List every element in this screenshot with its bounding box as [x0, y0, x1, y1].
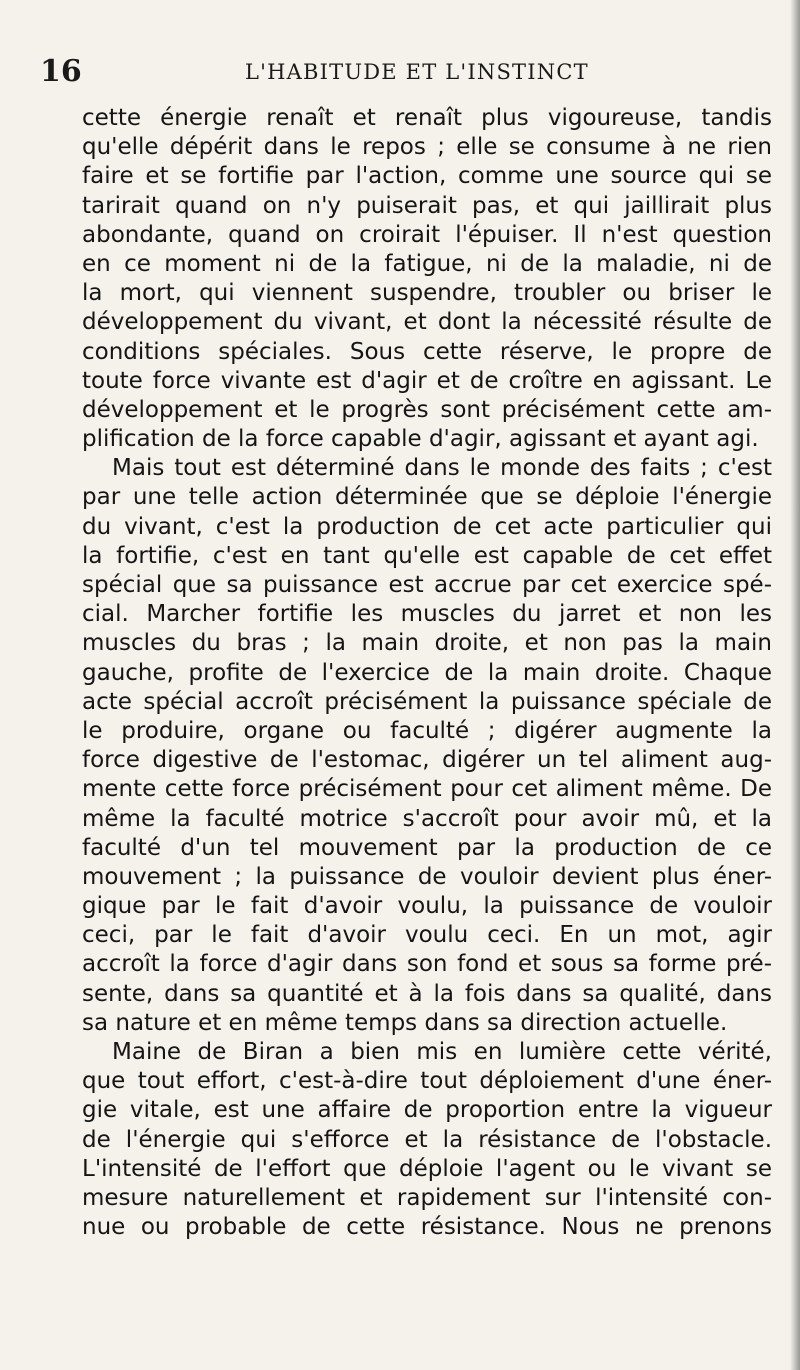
- text-line: la mort, qui viennent suspendre, troubler ou briser le: [82, 280, 772, 307]
- text-line: toute force vivante est d'agir et de croître en agissant. Le: [82, 367, 772, 394]
- text-line: la fortifie, c'est en tant qu'elle est capable de cet effet: [82, 542, 772, 569]
- text-line: par une telle action déterminée que se déploie l'énergie: [82, 484, 772, 511]
- body-text: [82, 104, 772, 1242]
- text-line: développement et le progrès sont précisément cette am-: [82, 396, 772, 423]
- text-line: acte spécial accroît précisément la puissance spéciale de: [82, 688, 772, 715]
- text-line: gauche, profite de l'exercice de la main droite. Chaque: [82, 659, 772, 686]
- text-line: accroît la force d'agir dans son fond et sous sa forme pré-: [82, 951, 772, 978]
- text-line: mente cette force précisément pour cet aliment même. De: [82, 776, 772, 803]
- text-line: de l'énergie qui s'efforce et la résistance de l'obstacle.: [82, 1126, 772, 1153]
- text-line: que tout effort, c'est-à-dire tout déploiement d'une éner-: [82, 1068, 772, 1095]
- text-line: force digestive de l'estomac, digérer un tel aliment aug-: [82, 747, 772, 774]
- text-line: en ce moment ni de la fatigue, ni de la maladie, ni de: [82, 250, 772, 277]
- text-line: tarirait quand on n'y puiserait pas, et qui jaillirait plus: [82, 192, 772, 219]
- text-line: abondante, quand on croirait l'épuiser. Il n'est question: [82, 221, 772, 248]
- text-line: nue ou probable de cette résistance. Nous ne prenons: [82, 1214, 772, 1241]
- text-line: cette énergie renaît et renaît plus vigoureuse, tandis: [82, 105, 772, 131]
- text-line: faire et se fortifie par l'action, comme une source qui se: [82, 163, 772, 190]
- text-line: le produire, organe ou faculté ; digérer augmente la: [82, 717, 772, 744]
- running-title: L'HABITUDE ET L'INSTINCT: [245, 60, 589, 84]
- text-line: même la faculté motrice s'accroît pour avoir mû, et la: [82, 805, 772, 832]
- text-line: qu'elle dépérit dans le repos ; elle se consume à ne rien: [82, 134, 772, 161]
- text-line: sente, dans sa quantité et à la fois dans sa qualité, dans: [82, 980, 772, 1007]
- text-line: gique par le fait d'avoir voulu, la puissance de vouloir: [82, 893, 772, 920]
- text-line: développement du vivant, et dont la nécessité résulte de: [82, 309, 772, 336]
- text-line: Mais tout est déterminé dans le monde des faits ; c'est: [112, 455, 772, 482]
- text-line: mouvement ; la puissance de vouloir devient plus éner-: [82, 863, 772, 890]
- page-number: 16: [40, 54, 82, 89]
- text-line: mesure naturellement et rapidement sur l'intensité con-: [82, 1184, 772, 1211]
- text-line: faculté d'un tel mouvement par la production de ce: [82, 834, 772, 861]
- page-header: [40, 52, 770, 92]
- text-line: cial. Marcher fortifie les muscles du jarret et non les: [82, 601, 772, 628]
- text-line: ceci, par le fait d'avoir voulu ceci. En un mot, agir: [82, 922, 772, 949]
- text-line: spécial que sa puissance est accrue par cet exercice spé-: [82, 572, 772, 598]
- page-edge-shadow: [790, 0, 800, 1370]
- text-line: conditions spéciales. Sous cette réserve, le propre de: [82, 338, 772, 365]
- text-line: plification de la force capable d'agir, agissant et ayant agi.: [82, 426, 759, 453]
- text-line: Maine de Biran a bien mis en lumière cette vérité,: [112, 1039, 772, 1065]
- text-line: L'intensité de l'effort que déploie l'agent ou le vivant se: [82, 1155, 772, 1182]
- text-line: gie vitale, est une affaire de proportion entre la vigueur: [82, 1097, 772, 1124]
- text-line: muscles du bras ; la main droite, et non pas la main: [82, 630, 772, 657]
- text-line: du vivant, c'est la production de cet acte particulier qui: [82, 513, 772, 540]
- text-line: sa nature et en même temps dans sa direction actuelle.: [82, 1009, 728, 1036]
